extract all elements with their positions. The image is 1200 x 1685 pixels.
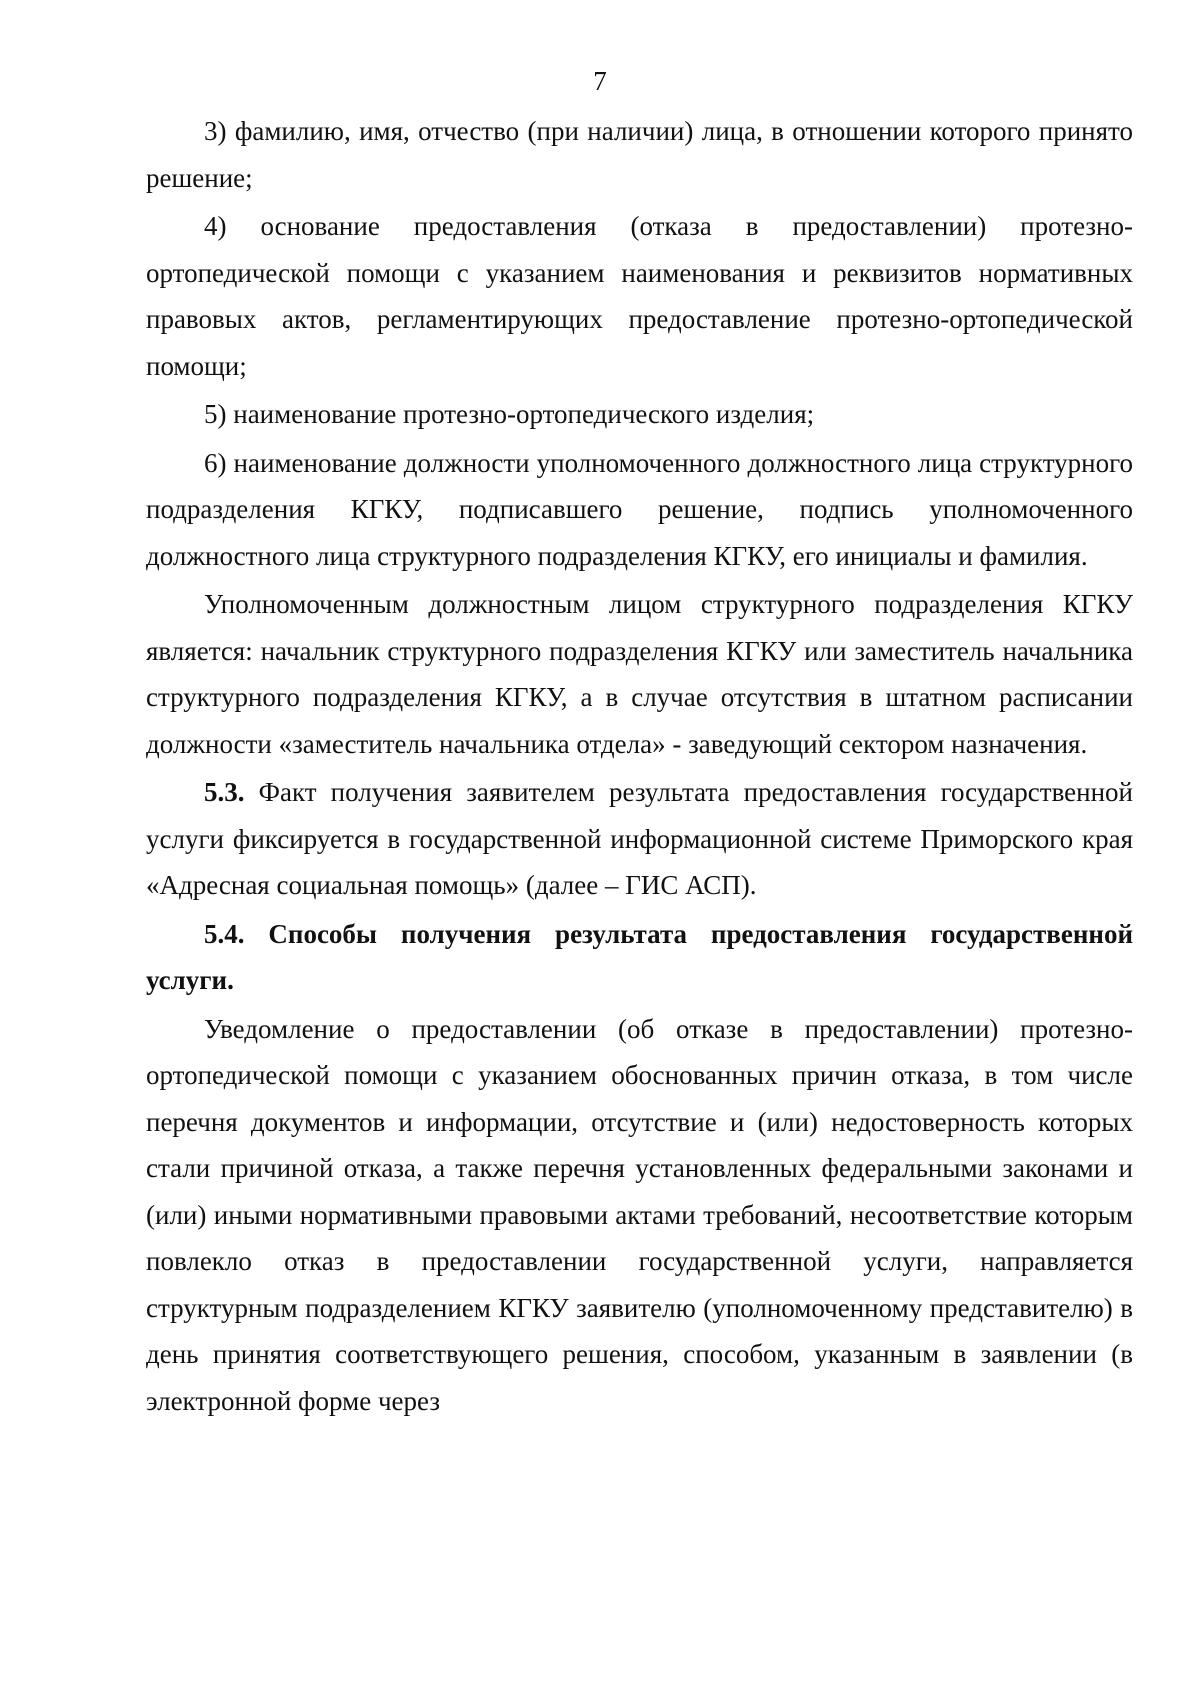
- paragraph-authorized-person: Уполномоченным должностным лицом структурного подразделения КГКУ является: начальник структурного подразделения КГКУ или заместитель начальника структурного подразделения КГКУ, а в случае отсутствия в штатном расписании должности «заместитель начальника отдела» - заведующий сектором назначения.: [146, 589, 1133, 759]
- list-item-6: 6) наименование должности уполномоченного должностного лица структурного подразделения КГКУ, подписавшего решение, подпись уполномоченного должностного лица структурного подразделения КГКУ, его инициалы и фамилия.: [146, 447, 1133, 571]
- document-body: [146, 108, 1133, 1426]
- clause-text: Факт получения заявителем результата предоставления государственной услуги фиксируется в государственной информационной системе Приморского края «Адресная социальная помощь» (далее – ГИС АСП).: [146, 777, 1133, 900]
- list-item-3: 3) фамилию, имя, отчество (при наличии) лица, в отношении которого принято решение;: [146, 116, 1133, 193]
- paragraph-notification: Уведомление о предоставлении (об отказе в предоставлении) протезно-ортопедической помощи с указанием обоснованных причин отказа, в том числе перечня документов и информации, отсутствие и (или) недостоверность которых стали причиной отказа, а также перечня установленных федеральными законами и (или) иными нормативными правовыми актами требований, несоответствие которым повлекло отказ в предоставлении государственной услуги, направляется структурным подразделением КГКУ заявителю (уполномоченному представителю) в день принятия соответствующего решения, способом, указанным в заявлении (в электронной форме через: [146, 1013, 1133, 1416]
- page-number: 7: [593, 66, 607, 96]
- list-item-4: 4) основание предоставления (отказа в предоставлении) протезно-ортопедической помощи с указанием наименования и реквизитов нормативных правовых актов, регламентирующих предоставление протезно-ортопедической помощи;: [146, 211, 1133, 381]
- list-item-5: 5) наименование протезно-ортопедического изделия;: [204, 399, 815, 429]
- clause-number: 5.3.: [204, 777, 245, 807]
- clause-5-3: [146, 769, 1133, 909]
- section-heading-5-4: 5.4. Способы получения результата предоставления государственной услуги.: [146, 918, 1133, 995]
